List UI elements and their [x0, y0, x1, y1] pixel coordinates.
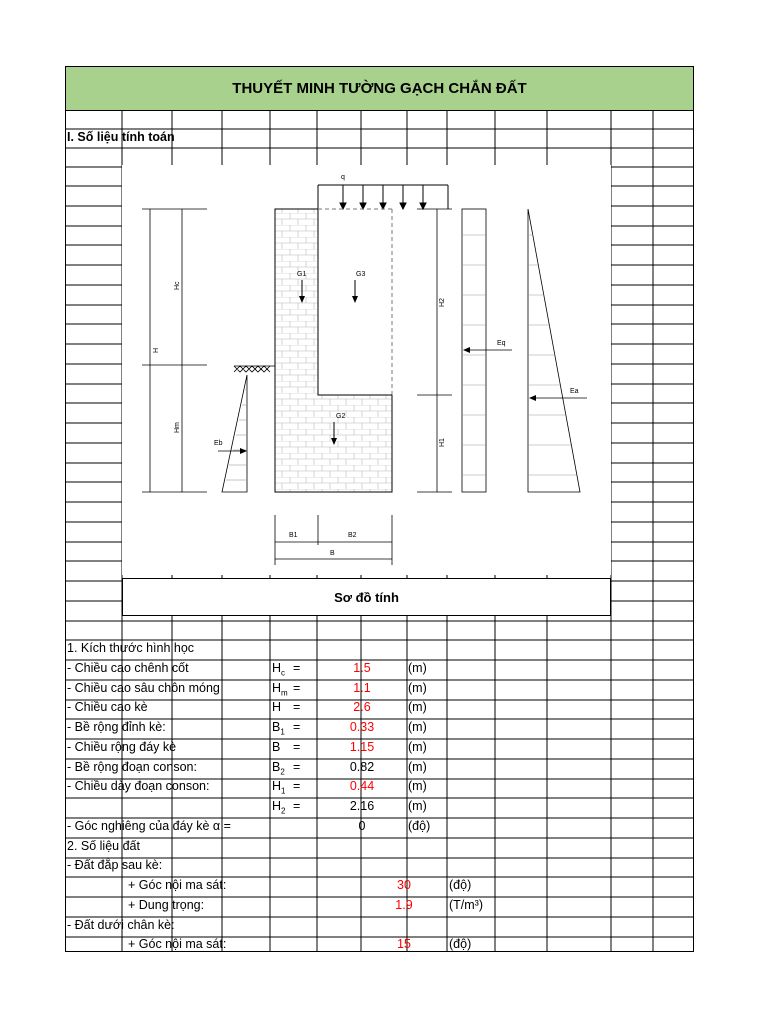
symbol-subscript: m	[281, 688, 288, 698]
diagram-caption: Sơ đồ tính	[122, 578, 611, 616]
symbol-letter: H	[272, 661, 282, 675]
geometry-row-label: - Chiều cao kè	[67, 700, 148, 714]
soil-back-heading: - Đất đắp sau kè:	[67, 858, 163, 872]
geometry-row-unit: (m)	[408, 661, 427, 675]
label-b2: B2	[348, 532, 357, 539]
geometry-row-equals: =	[293, 720, 301, 734]
geometry-row-value: 1.5	[353, 661, 371, 675]
geometry-row-equals: =	[293, 740, 301, 754]
soil-back-row-value: 30	[397, 878, 411, 892]
geometry-row-unit: (m)	[408, 700, 427, 714]
geometry-row-equals: =	[293, 661, 301, 675]
geometry-heading: 1. Kích thước hình học	[67, 641, 195, 655]
label-b1: B1	[289, 532, 298, 539]
brick-wall	[275, 209, 392, 492]
height-dimensions	[142, 209, 207, 492]
symbol-letter: B	[272, 740, 281, 754]
geometry-row-label: - Bề rộng đoạn conson:	[67, 760, 197, 774]
geometry-row-equals: =	[293, 799, 301, 813]
geometry-row-value: 0.33	[349, 720, 375, 734]
geometry-row-value: 2.16	[349, 799, 375, 813]
geometry-row-label: - Bề rộng đỉnh kè:	[67, 720, 166, 734]
label-q: q	[341, 174, 345, 181]
soil-below-row-value: 15	[397, 937, 411, 951]
geometry-row-equals: =	[293, 681, 301, 695]
geometry-row-value: 0.82	[349, 760, 375, 774]
label-g3: G3	[356, 271, 366, 278]
geometry-row-unit: (độ)	[408, 819, 431, 833]
passive-pressure-diagram	[214, 366, 275, 492]
symbol-subscript: 2	[280, 767, 285, 777]
retaining-wall-diagram	[122, 165, 611, 575]
surcharge-pressure-diagram	[462, 209, 512, 492]
label-ea: Ea	[570, 388, 579, 395]
geometry-row-value: 2.6	[353, 700, 371, 714]
label-eq: Eq	[497, 340, 506, 347]
soil-below-heading: - Đất dưới chân kè:	[67, 918, 175, 932]
symbol-subscript: 2	[281, 806, 286, 816]
geometry-row-equals: =	[293, 779, 301, 793]
geometry-row-unit: (m)	[408, 740, 427, 754]
surcharge-load-q	[318, 174, 448, 209]
geometry-row-equals: =	[293, 700, 301, 714]
worksheet	[65, 66, 694, 952]
geometry-row-value: 0	[358, 819, 366, 833]
geometry-row-unit: (m)	[408, 799, 427, 813]
calculation-diagram	[122, 165, 611, 575]
geometry-row-label: - Chiều rộng đáy kè	[67, 740, 177, 754]
geometry-row-label: - Chiều cao chênh cốt	[67, 661, 189, 675]
geometry-row-unit: (m)	[408, 720, 427, 734]
soil-back-row-unit: (độ)	[449, 878, 472, 892]
geometry-row-equals: =	[293, 760, 301, 774]
symbol-letter: B	[272, 720, 281, 734]
geometry-row-label: - Chiều dày đoạn conson:	[67, 779, 210, 793]
geometry-row-value: 1.15	[349, 740, 375, 754]
label-h: H	[153, 347, 160, 353]
geometry-row-value: 0.44	[349, 779, 375, 793]
symbol-subscript: c	[281, 668, 286, 678]
geometry-row-label: - Góc nghiêng của đáy kè α =	[67, 819, 231, 833]
geometry-row-value: 1.1	[353, 681, 371, 695]
active-pressure-diagram	[528, 209, 587, 492]
geometry-row-label: - Chiều cao sâu chôn móng	[67, 681, 220, 695]
sheet-title: THUYẾT MINH TƯỜNG GẠCH CHẮN ĐẤT	[65, 66, 694, 111]
symbol-letter: B	[272, 760, 281, 774]
symbol-letter: H	[272, 799, 282, 813]
soil-back-row-label: + Góc nội ma sát:	[128, 878, 227, 892]
soil-back-row-label: + Dung trọng:	[128, 898, 205, 912]
soil-heading: 2. Số liệu đất	[67, 839, 140, 853]
label-g1: G1	[297, 271, 307, 278]
width-dimensions	[275, 515, 392, 565]
label-hc: Hc	[174, 281, 181, 290]
symbol-letter: H	[272, 700, 282, 714]
symbol-subscript: 1	[281, 786, 286, 796]
label-b: B	[330, 550, 335, 557]
symbol-letter: H	[272, 681, 282, 695]
soil-back-row-value: 1.9	[395, 898, 413, 912]
geometry-row-unit: (m)	[408, 779, 427, 793]
geometry-row-unit: (m)	[408, 760, 427, 774]
label-eb: Eb	[214, 440, 223, 447]
label-hm: Hm	[174, 422, 181, 433]
symbol-subscript: 1	[280, 727, 285, 737]
label-g2: G2	[336, 413, 346, 420]
geometry-row-unit: (m)	[408, 681, 427, 695]
geometry-row-symbol	[272, 797, 285, 821]
soil-back-row-unit: (T/m³)	[449, 898, 484, 912]
soil-below-row-label: + Góc nội ma sát:	[128, 937, 227, 951]
right-height-dimensions	[417, 209, 452, 492]
section-heading-input-data: I. Số liệu tính toán	[67, 130, 175, 144]
label-h2: H2	[439, 298, 446, 307]
soil-below-row-unit: (độ)	[449, 937, 472, 951]
label-h1: H1	[439, 438, 446, 447]
symbol-letter: H	[272, 779, 282, 793]
